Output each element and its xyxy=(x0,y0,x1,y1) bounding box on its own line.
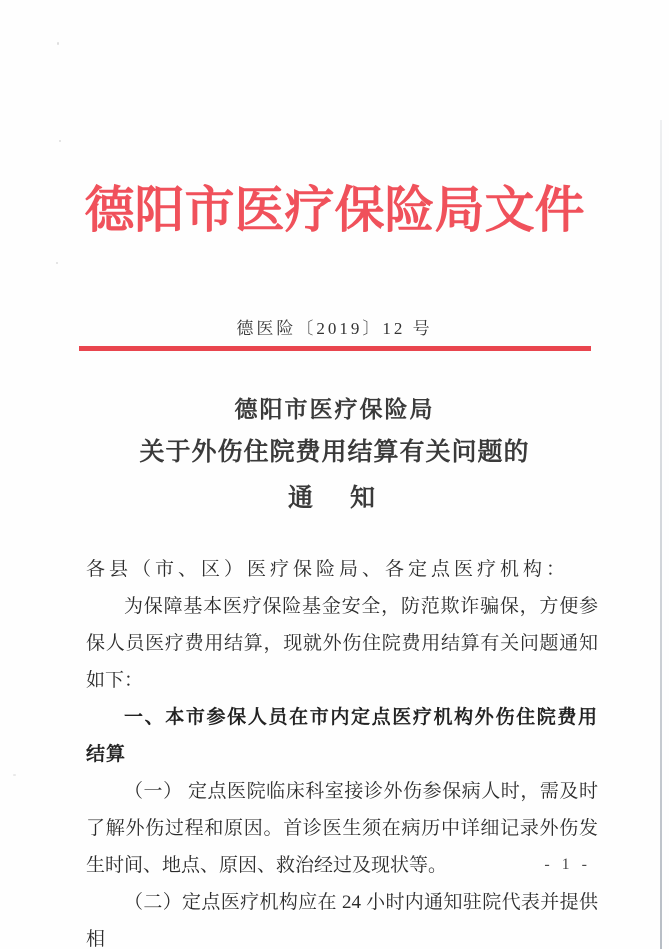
scan-speck xyxy=(13,774,16,776)
scan-speck xyxy=(59,140,61,142)
salutation-line: 各县（市、区）医疗保险局、各定点医疗机构： xyxy=(86,559,570,580)
paragraph-item-2: （二）定点医疗机构应在 24 小时内通知驻院代表并提供相 xyxy=(86,892,598,949)
notice-body xyxy=(86,551,598,949)
red-divider-rule xyxy=(79,346,591,351)
paragraph-intro: 为保障基本医疗保险基金安全，防范欺诈骗保，方便参保人员医疗费用结算，现就外伤住院费用结算有关问题通知如下： xyxy=(86,596,598,691)
subject-line-agency: 德阳市医疗保险局 xyxy=(234,397,435,422)
scan-speck xyxy=(57,42,59,45)
paragraph-item-1: （一） 定点医院临床科室接诊外伤参保病人时，需及时了解外伤过程和原因。首诊医生须在病历中详细记录外伤发生时间、地点、原因、救治经过及现状等。 xyxy=(86,781,598,876)
paragraph-section-heading: 一、本市参保人员在市内定点医疗机构外伤住院费用结算 xyxy=(86,707,598,765)
scan-speck xyxy=(56,262,58,264)
page-number: - 1 - xyxy=(544,856,591,873)
notice-subject-title xyxy=(0,395,669,515)
subject-line-notice: 通 知 xyxy=(287,485,381,512)
red-header-agency-title: 德阳市医疗保险局文件 xyxy=(84,182,585,238)
subject-line-topic: 关于外伤住院费用结算有关问题的 xyxy=(139,439,530,466)
document-number: 德医险〔2019〕12 号 xyxy=(236,319,433,338)
